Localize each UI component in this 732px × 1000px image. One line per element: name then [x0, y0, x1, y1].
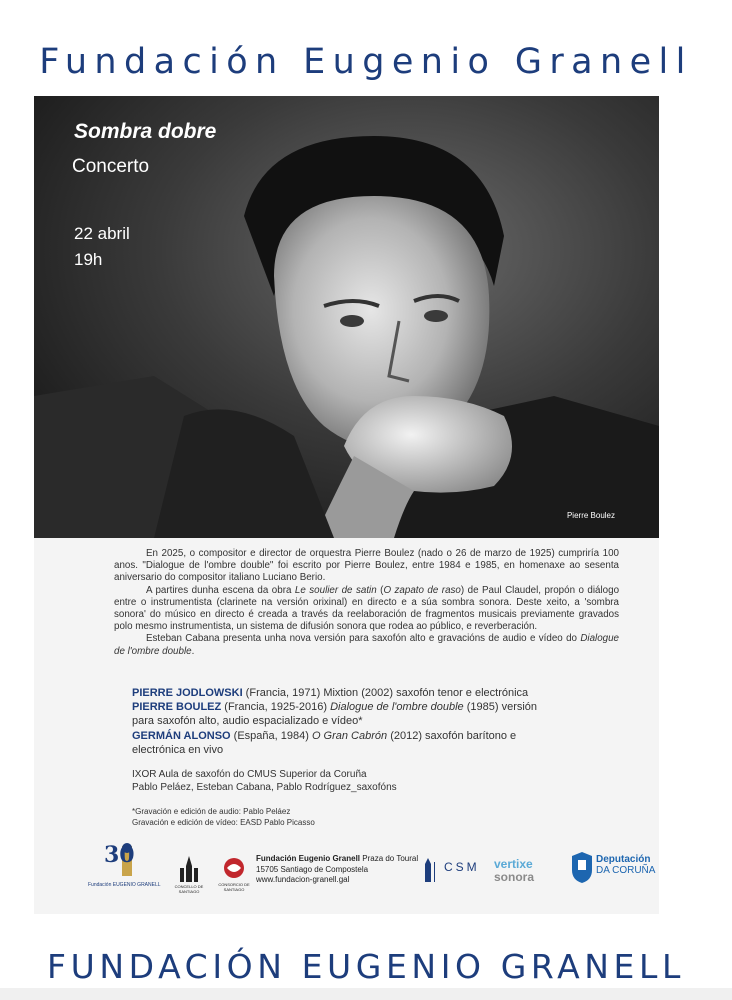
anniversary-number: 30: [104, 842, 135, 868]
recording-notes: [132, 806, 315, 828]
address-name: Fundación Eugenio Granell: [256, 854, 361, 863]
sponsor-logos: [74, 838, 659, 898]
note-line: Gravación e edición de vídeo: EASD Pablo Picasso: [132, 818, 315, 827]
deputacion-label: Deputación: [596, 854, 651, 865]
csm-logo-icon: [422, 856, 482, 892]
program-list: [132, 686, 562, 757]
composer-name: PIERRE JODLOWSKI: [132, 687, 243, 699]
performers-line: IXOR Aula de saxofón do CMUS Superior da Coruña: [132, 769, 367, 780]
concello-label: CONCELLO DE SANTIAGO: [174, 884, 204, 894]
address-block: [256, 854, 418, 886]
portrait-photo: [34, 96, 659, 538]
sonora-label: sonora: [494, 870, 535, 884]
anniversary-logo-icon: [88, 842, 161, 894]
description-paragraph: A partires dunha escena da obra Le soulier de satin (O zapato de raso) de Paul Claudel, propón o diálogo entre o instrumentista (clarinete na versión orixinal) en directo e a súa sombra sonora. Deste xeito, a 'sombra sonora' do músico en directo é creada a través da reelaboración de fragmentos musicais previamente gravados polo mesmo instrumentista, un sistema de difusión sonora que rodea ao público, e reverberación.: [114, 584, 620, 633]
program-item: PIERRE JODLOWSKI (Francia, 1971) Mixtion (2002) saxofón tenor e electrónica: [132, 687, 529, 699]
photo-caption: Pierre Boulez: [566, 511, 615, 520]
performers: [132, 768, 397, 795]
vertixe-sonora-logo: [494, 858, 534, 884]
event-title: Sombra dobre: [74, 120, 217, 143]
csm-label: CSM: [444, 860, 480, 874]
deputacion-logo: [570, 850, 659, 890]
consorcio-logo-icon: [214, 856, 254, 896]
address-city: 15705 Santiago de Compostela: [256, 864, 369, 874]
address-street: Praza do Toural: [360, 854, 419, 863]
composer-name: GERMÁN ALONSO: [132, 729, 231, 742]
event-poster: [34, 96, 659, 914]
event-subtitle: Concerto: [72, 156, 150, 177]
event-date: 22 abril: [74, 224, 130, 243]
consorcio-label: CONSORCIO DE SANTIAGO: [218, 882, 250, 892]
address-web: www.fundacion-granell.gal: [256, 875, 350, 885]
bottom-strip: [0, 988, 732, 1000]
vertixe-label: vertixe: [494, 857, 533, 871]
anniversary-caption: Fundación EUGENIO GRANELL: [88, 882, 161, 888]
description-paragraph: Esteban Cabana presenta unha nova versión para saxofón alto e gravacións de audio e vídeo do Dialogue de l'ombre double.: [114, 633, 619, 657]
composer-name: PIERRE BOULEZ: [132, 701, 222, 714]
description-paragraph: En 2025, o compositor e director de orquestra Pierre Boulez (nado o 26 de marzo de 1925) cumpriría 100 anos. "Dialogue de l'ombre double" foi escrito por Pierre Boulez, entre 1984 e 1985, en homenaxe ao sesenta aniversario do compositor italiano Luciano Berio.: [114, 548, 619, 584]
event-description: [114, 548, 619, 658]
deputacion-shield-icon: [570, 850, 594, 884]
performers-line: Pablo Peláez, Esteban Cabana, Pablo Rodríguez_saxofóns: [132, 782, 397, 794]
note-line: *Gravación e edición de audio: Pablo Peláez: [132, 807, 291, 816]
program-item: GERMÁN ALONSO (España, 1984) O Gran Cabrón (2012) saxofón barítono e electrónica en vivo: [132, 729, 517, 756]
concello-logo-icon: [174, 854, 204, 894]
event-time: 19h: [74, 250, 103, 269]
program-item: PIERRE BOULEZ (Francia, 1925-2016) Dialogue de l'ombre double (1985) versión para saxofón alto, audio espacializado e vídeo*: [132, 701, 538, 728]
foundation-title: Fundación Eugenio Granell: [39, 42, 693, 82]
foundation-title-bottom: FUNDACIÓN EUGENIO GRANELL: [47, 947, 685, 986]
coruna-label: DA CORUÑA: [596, 865, 656, 876]
